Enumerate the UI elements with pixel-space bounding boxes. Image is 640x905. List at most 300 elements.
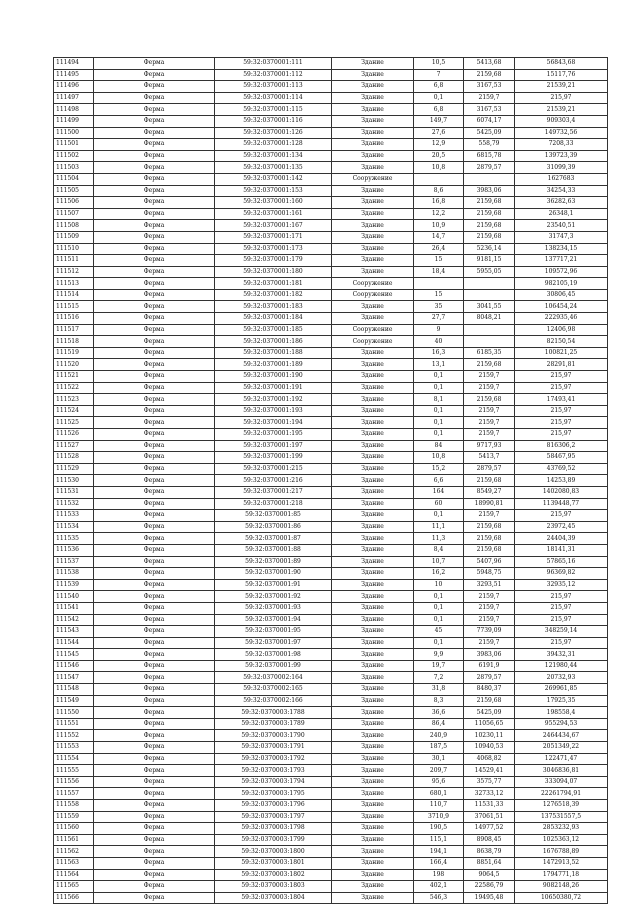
area-cell: 187,5 <box>414 742 464 754</box>
cadastral-number-cell: 59:32:0370001:134 <box>215 150 332 162</box>
table-row <box>54 602 608 614</box>
object-name-cell: Ферма <box>94 753 215 765</box>
cadastral-value-cell: 1025363,12 <box>515 834 608 846</box>
row-number-cell: 111535 <box>54 533 94 545</box>
area-cell: 84 <box>414 440 464 452</box>
cadastral-number-cell: 59:32:0370001:197 <box>215 440 332 452</box>
table-row <box>54 417 608 429</box>
row-number-cell: 111502 <box>54 150 94 162</box>
area-cell: 11,1 <box>414 521 464 533</box>
object-type-cell: Сооружение <box>332 324 414 336</box>
table-row <box>54 197 608 209</box>
area-cell: 16,2 <box>414 568 464 580</box>
row-number-cell: 111501 <box>54 139 94 151</box>
object-type-cell: Здание <box>332 92 414 104</box>
table-row <box>54 811 608 823</box>
cadastral-number-cell: 59:32:0370001:171 <box>215 231 332 243</box>
object-type-cell: Здание <box>332 417 414 429</box>
object-name-cell: Ферма <box>94 602 215 614</box>
area-cell: 190,5 <box>414 823 464 835</box>
table-row <box>54 440 608 452</box>
object-name-cell: Ферма <box>94 486 215 498</box>
cadastral-value-cell: 149732,56 <box>515 127 608 139</box>
object-type-cell: Здание <box>332 510 414 522</box>
row-number-cell: 111504 <box>54 173 94 185</box>
cadastral-value-cell: 137717,21 <box>515 255 608 267</box>
table-row <box>54 336 608 348</box>
table-row <box>54 834 608 846</box>
cadastral-value-cell: 1794771,18 <box>515 869 608 881</box>
cadastral-number-cell: 59:32:0370001:193 <box>215 405 332 417</box>
cadastral-number-cell: 59:32:0370001:153 <box>215 185 332 197</box>
object-type-cell: Здание <box>332 637 414 649</box>
object-name-cell: Ферма <box>94 104 215 116</box>
object-name-cell: Ферма <box>94 405 215 417</box>
area-cell: 149,7 <box>414 115 464 127</box>
cadastral-value-cell: 138234,15 <box>515 243 608 255</box>
unit-value-cell: 2159,68 <box>464 544 515 556</box>
object-name-cell: Ферма <box>94 857 215 869</box>
cadastral-value-cell: 122471,47 <box>515 753 608 765</box>
object-type-cell: Здание <box>332 626 414 638</box>
unit-value-cell: 11056,65 <box>464 718 515 730</box>
cadastral-number-cell: 59:32:0370001:92 <box>215 591 332 603</box>
table-row <box>54 92 608 104</box>
object-name-cell: Ферма <box>94 718 215 730</box>
cadastral-number-cell: 59:32:0370001:128 <box>215 139 332 151</box>
object-type-cell: Здание <box>332 243 414 255</box>
object-type-cell: Здание <box>332 695 414 707</box>
unit-value-cell: 9181,15 <box>464 255 515 267</box>
table-row <box>54 823 608 835</box>
area-cell: 6,8 <box>414 104 464 116</box>
cadastral-value-cell: 1402080,83 <box>515 486 608 498</box>
cadastral-number-cell: 59:32:0370001:93 <box>215 602 332 614</box>
object-name-cell: Ферма <box>94 139 215 151</box>
object-name-cell: Ферма <box>94 730 215 742</box>
unit-value-cell: 2879,57 <box>464 463 515 475</box>
cadastral-value-cell: 215,97 <box>515 371 608 383</box>
cadastral-number-cell: 59:32:0370001:194 <box>215 417 332 429</box>
cadastral-value-cell: 24404,39 <box>515 533 608 545</box>
table-row <box>54 243 608 255</box>
unit-value-cell: 2159,68 <box>464 220 515 232</box>
cadastral-number-cell: 59:32:0370001:94 <box>215 614 332 626</box>
table-row <box>54 324 608 336</box>
unit-value-cell: 22586,79 <box>464 881 515 893</box>
cadastral-number-cell: 59:32:0370001:126 <box>215 127 332 139</box>
object-name-cell: Ферма <box>94 150 215 162</box>
cadastral-number-cell: 59:32:0370001:111 <box>215 58 332 70</box>
table-row <box>54 857 608 869</box>
row-number-cell: 111551 <box>54 718 94 730</box>
cadastral-number-cell: 59:32:0370001:189 <box>215 359 332 371</box>
object-name-cell: Ферма <box>94 498 215 510</box>
row-number-cell: 111497 <box>54 92 94 104</box>
unit-value-cell: 19495,48 <box>464 892 515 904</box>
cadastral-value-cell: 18141,31 <box>515 544 608 556</box>
object-name-cell: Ферма <box>94 649 215 661</box>
object-name-cell: Ферма <box>94 359 215 371</box>
row-number-cell: 111500 <box>54 127 94 139</box>
row-number-cell: 111563 <box>54 857 94 869</box>
table-row <box>54 684 608 696</box>
cadastral-value-cell: 36282,63 <box>515 197 608 209</box>
area-cell: 0,1 <box>414 371 464 383</box>
area-cell: 9 <box>414 324 464 336</box>
unit-value-cell: 2159,7 <box>464 591 515 603</box>
cadastral-value-cell: 57865,16 <box>515 556 608 568</box>
unit-value-cell: 5955,05 <box>464 266 515 278</box>
table-row <box>54 162 608 174</box>
cadastral-value-cell: 17925,35 <box>515 695 608 707</box>
object-type-cell: Здание <box>332 81 414 93</box>
unit-value-cell: 2159,68 <box>464 695 515 707</box>
row-number-cell: 111534 <box>54 521 94 533</box>
object-name-cell: Ферма <box>94 823 215 835</box>
area-cell: 0,1 <box>414 614 464 626</box>
row-number-cell: 111511 <box>54 255 94 267</box>
object-type-cell: Здание <box>332 823 414 835</box>
object-type-cell: Здание <box>332 115 414 127</box>
row-number-cell: 111521 <box>54 371 94 383</box>
area-cell: 3710,9 <box>414 811 464 823</box>
table-row <box>54 289 608 301</box>
cadastral-value-cell: 2464434,67 <box>515 730 608 742</box>
object-name-cell: Ферма <box>94 301 215 313</box>
unit-value-cell: 5425,09 <box>464 127 515 139</box>
object-name-cell: Ферма <box>94 429 215 441</box>
unit-value-cell: 2879,57 <box>464 672 515 684</box>
table-row <box>54 394 608 406</box>
row-number-cell: 111555 <box>54 765 94 777</box>
table-row <box>54 81 608 93</box>
cadastral-value-table <box>53 57 608 904</box>
cadastral-value-cell: 100821,25 <box>515 347 608 359</box>
unit-value-cell: 2159,68 <box>464 69 515 81</box>
cadastral-value-cell: 96369,82 <box>515 568 608 580</box>
cadastral-number-cell: 59:32:0370001:86 <box>215 521 332 533</box>
cadastral-value-cell: 109572,96 <box>515 266 608 278</box>
cadastral-number-cell: 59:32:0370001:192 <box>215 394 332 406</box>
area-cell: 0,1 <box>414 602 464 614</box>
object-name-cell: Ферма <box>94 788 215 800</box>
area-cell: 36,6 <box>414 707 464 719</box>
cadastral-value-cell: 34254,33 <box>515 185 608 197</box>
object-name-cell: Ферма <box>94 869 215 881</box>
area-cell: 110,7 <box>414 800 464 812</box>
cadastral-value-cell: 348259,14 <box>515 626 608 638</box>
unit-value-cell: 3293,51 <box>464 579 515 591</box>
object-name-cell: Ферма <box>94 742 215 754</box>
unit-value-cell: 9064,5 <box>464 869 515 881</box>
cadastral-number-cell: 59:32:0370003:1791 <box>215 742 332 754</box>
object-type-cell: Сооружение <box>332 278 414 290</box>
cadastral-value-cell: 955294,53 <box>515 718 608 730</box>
unit-value-cell <box>464 278 515 290</box>
cadastral-value-cell: 121980,44 <box>515 660 608 672</box>
cadastral-value-cell: 106454,24 <box>515 301 608 313</box>
cadastral-value-cell: 816306,2 <box>515 440 608 452</box>
table-row <box>54 475 608 487</box>
table-row <box>54 776 608 788</box>
area-cell: 16,8 <box>414 197 464 209</box>
row-number-cell: 111566 <box>54 892 94 904</box>
area-cell: 680,1 <box>414 788 464 800</box>
area-cell: 8,4 <box>414 544 464 556</box>
table-row <box>54 846 608 858</box>
unit-value-cell: 37061,51 <box>464 811 515 823</box>
object-name-cell: Ферма <box>94 289 215 301</box>
row-number-cell: 111494 <box>54 58 94 70</box>
area-cell: 12,9 <box>414 139 464 151</box>
object-type-cell: Здание <box>332 892 414 904</box>
cadastral-value-cell: 215,97 <box>515 405 608 417</box>
object-type-cell: Здание <box>332 486 414 498</box>
cadastral-value-cell: 269961,85 <box>515 684 608 696</box>
row-number-cell: 111517 <box>54 324 94 336</box>
row-number-cell: 111522 <box>54 382 94 394</box>
unit-value-cell: 9717,93 <box>464 440 515 452</box>
cadastral-value-cell: 215,97 <box>515 602 608 614</box>
object-name-cell: Ферма <box>94 127 215 139</box>
object-name-cell: Ферма <box>94 173 215 185</box>
object-name-cell: Ферма <box>94 463 215 475</box>
cadastral-number-cell: 59:32:0370002:166 <box>215 695 332 707</box>
unit-value-cell: 8851,64 <box>464 857 515 869</box>
row-number-cell: 111542 <box>54 614 94 626</box>
unit-value-cell: 2159,68 <box>464 394 515 406</box>
area-cell: 27,7 <box>414 313 464 325</box>
cadastral-number-cell: 59:32:0370003:1789 <box>215 718 332 730</box>
area-cell: 45 <box>414 626 464 638</box>
cadastral-number-cell: 59:32:0370001:188 <box>215 347 332 359</box>
row-number-cell: 111531 <box>54 486 94 498</box>
area-cell: 10,5 <box>414 58 464 70</box>
table-row <box>54 231 608 243</box>
area-cell: 0,1 <box>414 405 464 417</box>
cadastral-number-cell: 59:32:0370001:99 <box>215 660 332 672</box>
object-type-cell: Здание <box>332 347 414 359</box>
object-name-cell: Ферма <box>94 115 215 127</box>
cadastral-number-cell: 59:32:0370003:1794 <box>215 776 332 788</box>
unit-value-cell: 2159,68 <box>464 359 515 371</box>
row-number-cell: 111557 <box>54 788 94 800</box>
unit-value-cell: 18990,81 <box>464 498 515 510</box>
area-cell <box>414 278 464 290</box>
area-cell: 8,3 <box>414 695 464 707</box>
unit-value-cell: 5413,7 <box>464 452 515 464</box>
unit-value-cell: 10940,53 <box>464 742 515 754</box>
area-cell: 16,3 <box>414 347 464 359</box>
object-name-cell: Ферма <box>94 672 215 684</box>
area-cell: 13,1 <box>414 359 464 371</box>
unit-value-cell: 2159,7 <box>464 429 515 441</box>
table-row <box>54 452 608 464</box>
object-name-cell: Ферма <box>94 324 215 336</box>
cadastral-value-cell: 215,97 <box>515 637 608 649</box>
area-cell: 31,8 <box>414 684 464 696</box>
unit-value-cell: 5948,75 <box>464 568 515 580</box>
object-name-cell: Ферма <box>94 243 215 255</box>
cadastral-number-cell: 59:32:0370001:116 <box>215 115 332 127</box>
cadastral-number-cell: 59:32:0370001:191 <box>215 382 332 394</box>
object-type-cell: Здание <box>332 834 414 846</box>
object-name-cell: Ферма <box>94 371 215 383</box>
object-type-cell: Здание <box>332 266 414 278</box>
row-number-cell: 111505 <box>54 185 94 197</box>
table-row <box>54 660 608 672</box>
cadastral-value-cell: 28291,81 <box>515 359 608 371</box>
unit-value-cell: 32733,12 <box>464 788 515 800</box>
table-row <box>54 486 608 498</box>
unit-value-cell: 2159,68 <box>464 533 515 545</box>
table-row <box>54 510 608 522</box>
row-number-cell: 111543 <box>54 626 94 638</box>
cadastral-number-cell: 59:32:0370001:180 <box>215 266 332 278</box>
table-row <box>54 730 608 742</box>
cadastral-value-cell: 215,97 <box>515 429 608 441</box>
unit-value-cell: 14529,41 <box>464 765 515 777</box>
object-type-cell: Сооружение <box>332 173 414 185</box>
unit-value-cell: 5425,09 <box>464 707 515 719</box>
table-row <box>54 255 608 267</box>
object-name-cell: Ферма <box>94 776 215 788</box>
cadastral-number-cell: 59:32:0370001:91 <box>215 579 332 591</box>
cadastral-number-cell: 59:32:0370003:1802 <box>215 869 332 881</box>
row-number-cell: 111558 <box>54 800 94 812</box>
object-name-cell: Ферма <box>94 892 215 904</box>
unit-value-cell: 2159,7 <box>464 510 515 522</box>
cadastral-number-cell: 59:32:0370001:95 <box>215 626 332 638</box>
cadastral-number-cell: 59:32:0370002:165 <box>215 684 332 696</box>
table-row <box>54 278 608 290</box>
unit-value-cell: 2159,68 <box>464 231 515 243</box>
unit-value-cell: 6815,78 <box>464 150 515 162</box>
unit-value-cell: 11531,33 <box>464 800 515 812</box>
object-type-cell: Здание <box>332 463 414 475</box>
area-cell: 166,4 <box>414 857 464 869</box>
object-name-cell: Ферма <box>94 347 215 359</box>
table-row <box>54 869 608 881</box>
cadastral-value-cell: 139723,39 <box>515 150 608 162</box>
row-number-cell: 111549 <box>54 695 94 707</box>
row-number-cell: 111496 <box>54 81 94 93</box>
area-cell: 6,8 <box>414 81 464 93</box>
object-name-cell: Ферма <box>94 568 215 580</box>
object-type-cell: Здание <box>332 788 414 800</box>
unit-value-cell: 10230,11 <box>464 730 515 742</box>
cadastral-number-cell: 59:32:0370001:173 <box>215 243 332 255</box>
cadastral-value-cell: 198558,4 <box>515 707 608 719</box>
area-cell: 27,6 <box>414 127 464 139</box>
area-cell: 6,6 <box>414 475 464 487</box>
table-row <box>54 649 608 661</box>
row-number-cell: 111512 <box>54 266 94 278</box>
unit-value-cell: 2159,68 <box>464 475 515 487</box>
area-cell: 0,1 <box>414 92 464 104</box>
table-row <box>54 881 608 893</box>
row-number-cell: 111510 <box>54 243 94 255</box>
unit-value-cell: 4068,82 <box>464 753 515 765</box>
table-row <box>54 139 608 151</box>
unit-value-cell: 8048,21 <box>464 313 515 325</box>
table-row <box>54 371 608 383</box>
unit-value-cell: 7739,09 <box>464 626 515 638</box>
row-number-cell: 111533 <box>54 510 94 522</box>
unit-value-cell <box>464 336 515 348</box>
row-number-cell: 111499 <box>54 115 94 127</box>
object-name-cell: Ферма <box>94 58 215 70</box>
unit-value-cell: 8549,27 <box>464 486 515 498</box>
table-row <box>54 556 608 568</box>
object-name-cell: Ферма <box>94 81 215 93</box>
cadastral-number-cell: 59:32:0370001:167 <box>215 220 332 232</box>
unit-value-cell: 8480,37 <box>464 684 515 696</box>
table-row <box>54 742 608 754</box>
unit-value-cell: 6074,17 <box>464 115 515 127</box>
cadastral-value-cell: 1627683 <box>515 173 608 185</box>
cadastral-number-cell: 59:32:0370001:89 <box>215 556 332 568</box>
unit-value-cell: 2159,68 <box>464 521 515 533</box>
area-cell: 240,9 <box>414 730 464 742</box>
row-number-cell: 111541 <box>54 602 94 614</box>
cadastral-number-cell: 59:32:0370003:1798 <box>215 823 332 835</box>
unit-value-cell: 3041,55 <box>464 301 515 313</box>
row-number-cell: 111559 <box>54 811 94 823</box>
object-name-cell: Ферма <box>94 382 215 394</box>
object-name-cell: Ферма <box>94 162 215 174</box>
table-row <box>54 591 608 603</box>
cadastral-number-cell: 59:32:0370003:1799 <box>215 834 332 846</box>
object-name-cell: Ферма <box>94 92 215 104</box>
row-number-cell: 111508 <box>54 220 94 232</box>
object-type-cell: Здание <box>332 521 414 533</box>
area-cell: 40 <box>414 336 464 348</box>
object-name-cell: Ферма <box>94 591 215 603</box>
object-name-cell: Ферма <box>94 881 215 893</box>
object-type-cell: Здание <box>332 765 414 777</box>
unit-value-cell: 3983,06 <box>464 649 515 661</box>
object-name-cell: Ферма <box>94 417 215 429</box>
table-row <box>54 359 608 371</box>
area-cell: 10,9 <box>414 220 464 232</box>
object-type-cell: Здание <box>332 672 414 684</box>
object-type-cell: Сооружение <box>332 336 414 348</box>
unit-value-cell <box>464 324 515 336</box>
object-type-cell: Здание <box>332 139 414 151</box>
area-cell: 9,9 <box>414 649 464 661</box>
object-type-cell: Здание <box>332 475 414 487</box>
object-name-cell: Ферма <box>94 452 215 464</box>
object-name-cell: Ферма <box>94 255 215 267</box>
table-row <box>54 382 608 394</box>
object-type-cell: Здание <box>332 602 414 614</box>
area-cell: 14,7 <box>414 231 464 243</box>
row-number-cell: 111565 <box>54 881 94 893</box>
unit-value-cell: 5413,68 <box>464 58 515 70</box>
table-row <box>54 405 608 417</box>
object-name-cell: Ферма <box>94 695 215 707</box>
unit-value-cell: 2159,68 <box>464 197 515 209</box>
cadastral-value-cell: 215,97 <box>515 614 608 626</box>
cadastral-number-cell: 59:32:0370001:98 <box>215 649 332 661</box>
row-number-cell: 111556 <box>54 776 94 788</box>
cadastral-value-cell: 215,97 <box>515 591 608 603</box>
area-cell: 0,1 <box>414 591 464 603</box>
table-row <box>54 718 608 730</box>
cadastral-value-cell: 22261794,91 <box>515 788 608 800</box>
